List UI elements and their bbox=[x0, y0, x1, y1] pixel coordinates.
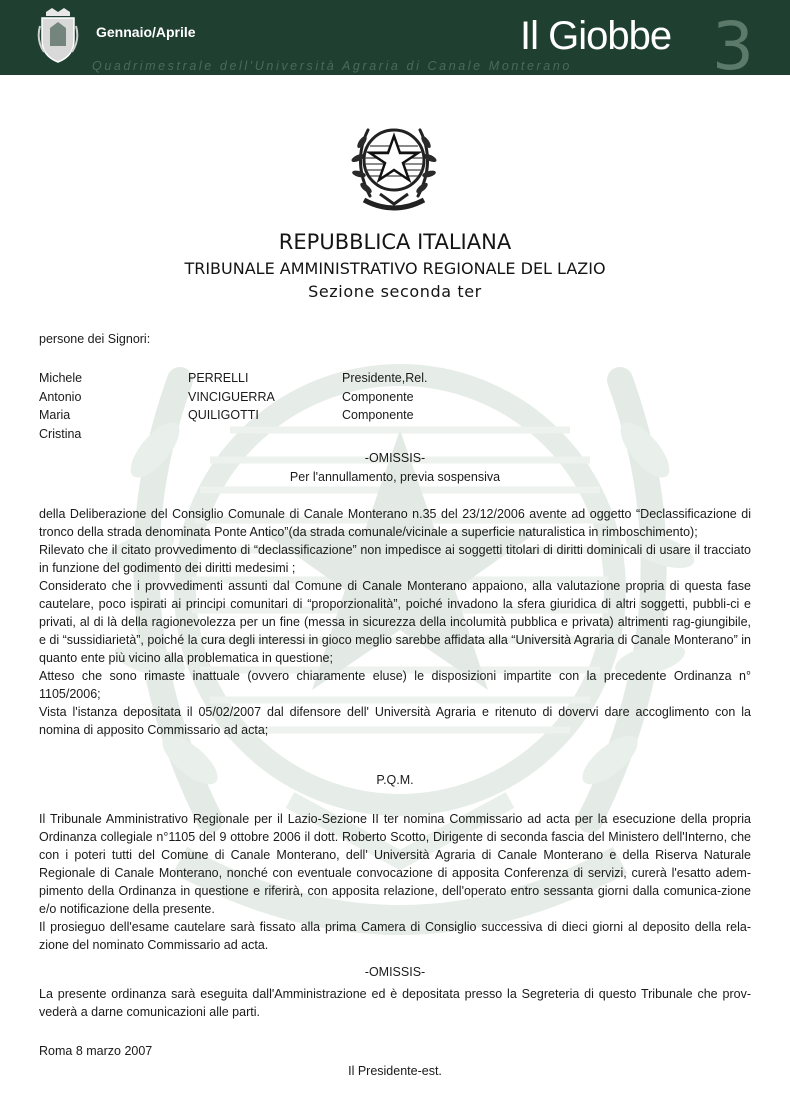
paragraph-line: Il Tribunale Amministrativo Regionale per il Lazio-Sezione II ter nomina Commissario ad acta per la esecuzione della propria Ordinanza collegiale n°1105 del 9 ottobre 2006 il dott. Roberto Scotto, Dirigente di seconda fascia del Ministero dell'Interno, che con i poteri tutti del Comune di Canale Monterano, dell' Università Agraria di Canale Monterano e della Riserva Naturale Regionale di Canale Monterano, nonché con eventuale convocazione di apposita Conferenza di servizi, curerà l'esatto adem-pimento della Ordinanza in questione e riferirà, con apposita relazione, dell'operato entro sessanta giorni dalla comunica-zione e/o notificazione della presente. bbox=[39, 812, 751, 916]
magazine-header bbox=[0, 0, 790, 85]
issue-number: 3 bbox=[712, 8, 754, 85]
paragraph-line: Considerato che i provvedimenti assunti dal Comune di Canale Monterano appaiono, alla valutazione propria di questa fase cautelare, poco ispirati ai principi comunitari di “proporzionalità”, poiché invadono la sfera giuridica di altri soggetti, pubbli-ci e privati, al di là della ragionevolezza per un fine (messa in sicurezza della incolumità pubblica e privata) altrimenti rag-giungibile, e di “sussidiarietà”, poiché la cura degli interessi in gioco meglio sarebbe affidata alla “Università Agraria di Canale Monterano” in quanto ente più vicino alla problematica in questione; bbox=[39, 579, 751, 665]
italian-republic-emblem-icon bbox=[346, 112, 442, 222]
paragraph-line: Vista l'istanza depositata il 05/02/2007 dal difensore dell' Università Agraria e ritenuto di dovervi dare accoglimento con la nomina di apposito Commissario ad acta; bbox=[39, 705, 751, 737]
paragraph-line: della Deliberazione del Consiglio Comunale di Canale Monterano n.35 del 23/12/2006 avente ad oggetto “Declassificazione di tronco della strada denominata Ponte Antico”(da strada comunale/vicinale a superficie naturalistica in rimboschimento); bbox=[39, 507, 751, 539]
omissis-marker: -OMISSIS- bbox=[364, 965, 426, 979]
member-role: Presidente,Rel. bbox=[342, 371, 428, 385]
considerations-paragraph bbox=[39, 505, 751, 739]
member-first-name: Antonio bbox=[39, 389, 82, 404]
paragraph-line: Atteso che sono rimaste inattuale (ovvero chiaramente eluse) le disposizioni impartite con la precedente Ordinanza n° 1105/2006; bbox=[39, 669, 751, 701]
omissis-marker: -OMISSIS- bbox=[364, 451, 426, 465]
member-surname: QUILIGOTTI bbox=[188, 408, 259, 422]
document-date: Roma 8 marzo 2007 bbox=[39, 1044, 153, 1058]
paragraph-line: La presente ordinanza sarà eseguita dall'Amministrazione ed è depositata presso la Segreteria di questo Tribunale che prov-vederà a darne comunicazioni alle parti. bbox=[39, 987, 751, 1019]
member-role: Componente bbox=[342, 389, 414, 404]
pqm-marker: P.Q.M. bbox=[376, 773, 414, 787]
court-section: Sezione seconda ter bbox=[308, 282, 482, 301]
member-first-name: Michele bbox=[39, 371, 83, 385]
ruling-paragraph bbox=[39, 810, 751, 954]
member-first-name: Maria Cristina bbox=[39, 408, 82, 441]
magazine-title: Il Giobbe bbox=[520, 14, 672, 58]
paragraph-line: Il prosieguo dell'esame cautelare sarà fissato alla prima Camera di Consiglio successiva di dieci giorni al deposito della rela-zione del nominato Commissario ad acta. bbox=[39, 920, 751, 952]
member-role: Componente bbox=[342, 408, 414, 422]
magazine-tagline: Quadrimestrale dell'Università Agraria di Canale Monterano bbox=[92, 59, 572, 73]
signature-line: Il Presidente-est. bbox=[348, 1064, 442, 1078]
document-heading: REPUBBLICA ITALIANA bbox=[278, 230, 512, 254]
execution-paragraph bbox=[39, 985, 751, 1021]
issue-period: Gennaio/Aprile bbox=[96, 24, 196, 40]
paragraph-line: Rilevato che il citato provvedimento di “declassificazione” non impedisce ai soggetti titolari di diritti dominicali di usare il tracciato in funzione del godimento dei diritti medesimi ; bbox=[39, 543, 751, 575]
court-name: TRIBUNALE AMMINISTRATIVO REGIONALE DEL LAZIO bbox=[184, 259, 606, 278]
annulment-line: Per l'annullamento, previa sospensiva bbox=[289, 470, 501, 484]
member-surname: PERRELLI bbox=[188, 371, 249, 385]
coat-of-arms-icon bbox=[36, 6, 80, 64]
member-surname: VINCIGUERRA bbox=[188, 389, 275, 404]
members-intro: persone dei Signori: bbox=[39, 332, 151, 346]
